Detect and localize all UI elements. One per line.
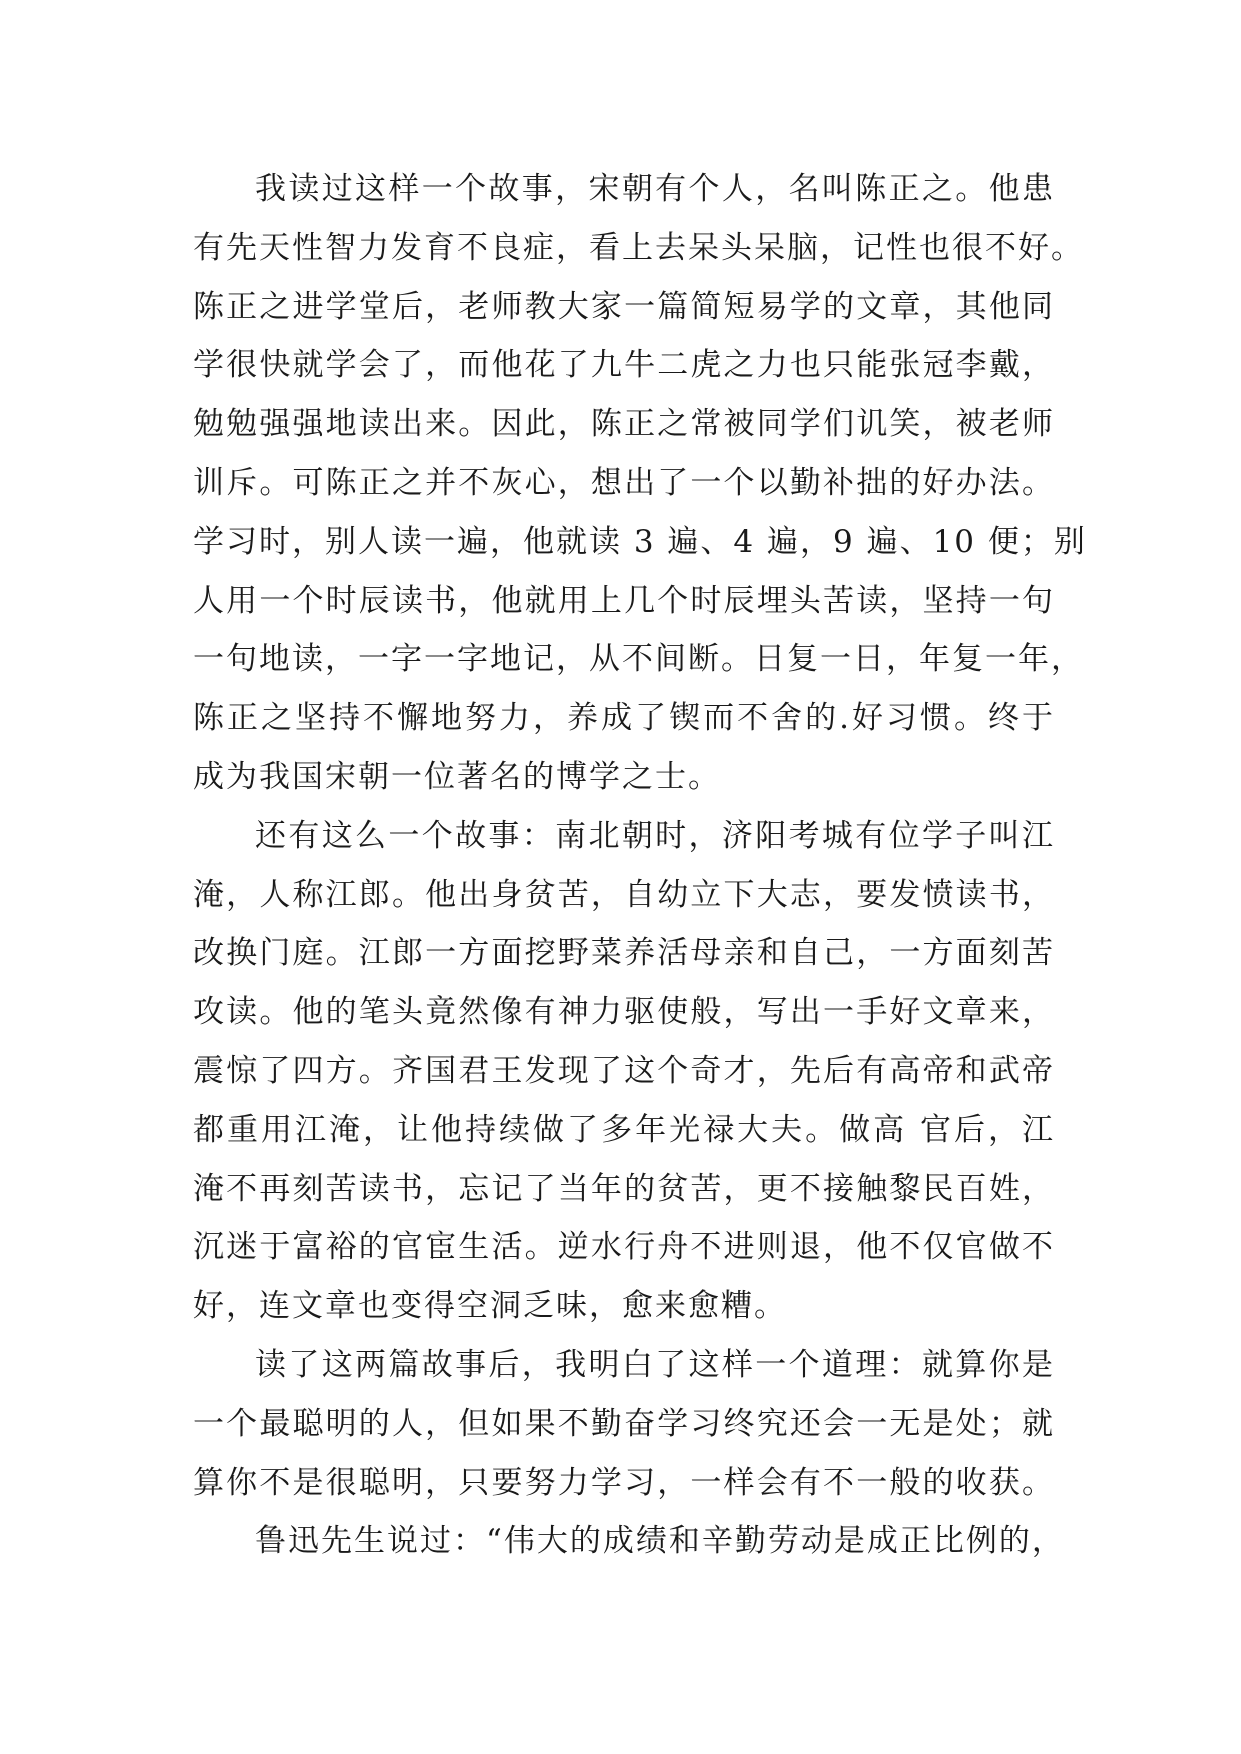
text-line: 还有这么一个故事：南北朝时，济阳考城有位学子叫江 <box>255 817 1055 854</box>
text-line: 震惊了四方。齐国君王发现了这个奇才，先后有高帝和武帝 <box>193 1052 1055 1089</box>
text-line: 都重用江淹，让他持续做了多年光禄大夫。做高 官后，江 <box>193 1111 1055 1148</box>
text-line: 改换门庭。江郎一方面挖野菜养活母亲和自己，一方面刻苦 <box>193 935 1055 972</box>
text-line: 学习时，别人读一遍，他就读 3 遍、4 遍，9 遍、10 便；别 <box>193 523 1087 560</box>
document-body <box>193 160 1087 1571</box>
paragraph-4 <box>193 1512 1065 1571</box>
text-line: 淹，人称江郎。他出身贫苦，自幼立下大志，要发愤读书， <box>193 876 1055 913</box>
text-line: 成为我国宋朝一位著名的博学之士。 <box>193 758 721 795</box>
text-line: 算你不是很聪明，只要努力学习，一样会有不一般的收获。 <box>193 1464 1055 1501</box>
paragraph-1 <box>193 160 1087 807</box>
text-line: 读了这两篇故事后，我明白了这样一个道理：就算你是 <box>255 1346 1055 1383</box>
text-line: 鲁迅先生说过：“伟大的成绩和辛勤劳动是成正比例的， <box>255 1523 1065 1560</box>
paragraph-3 <box>193 1336 1055 1512</box>
text-line: 陈正之坚持不懈地努力，养成了锲而不舍的.好习惯。终于 <box>193 700 1055 737</box>
text-line: 学很快就学会了，而他花了九牛二虎之力也只能张冠李戴， <box>193 347 1055 384</box>
text-line: 攻读。他的笔头竟然像有神力驱使般，写出一手好文章来， <box>193 994 1055 1031</box>
text-line: 一句地读，一字一字地记，从不间断。日复一日，年复一年， <box>193 641 1084 678</box>
text-line: 勉勉强强地读出来。因此，陈正之常被同学们讥笑，被老师 <box>193 406 1055 443</box>
text-line: 一个最聪明的人，但如果不勤奋学习终究还会一无是处；就 <box>193 1405 1055 1442</box>
text-line: 陈正之进学堂后，老师教大家一篇简短易学的文章，其他同 <box>193 288 1055 325</box>
text-line: 淹不再刻苦读书，忘记了当年的贫苦，更不接触黎民百姓， <box>193 1170 1055 1207</box>
paragraph-2 <box>193 807 1055 1336</box>
text-line: 好，连文章也变得空洞乏味，愈来愈糟。 <box>193 1288 787 1325</box>
text-line: 训斥。可陈正之并不灰心，想出了一个以勤补拙的好办法。 <box>193 464 1055 501</box>
text-line: 有先天性智力发育不良症，看上去呆头呆脑，记性也很不好。 <box>193 229 1084 266</box>
text-line: 我读过这样一个故事，宋朝有个人，名叫陈正之。他患 <box>255 171 1055 207</box>
text-line: 沉迷于富裕的官宦生活。逆水行舟不进则退，他不仅官做不 <box>193 1229 1055 1266</box>
text-line: 人用一个时辰读书，他就用上几个时辰埋头苦读，坚持一句 <box>193 582 1055 619</box>
